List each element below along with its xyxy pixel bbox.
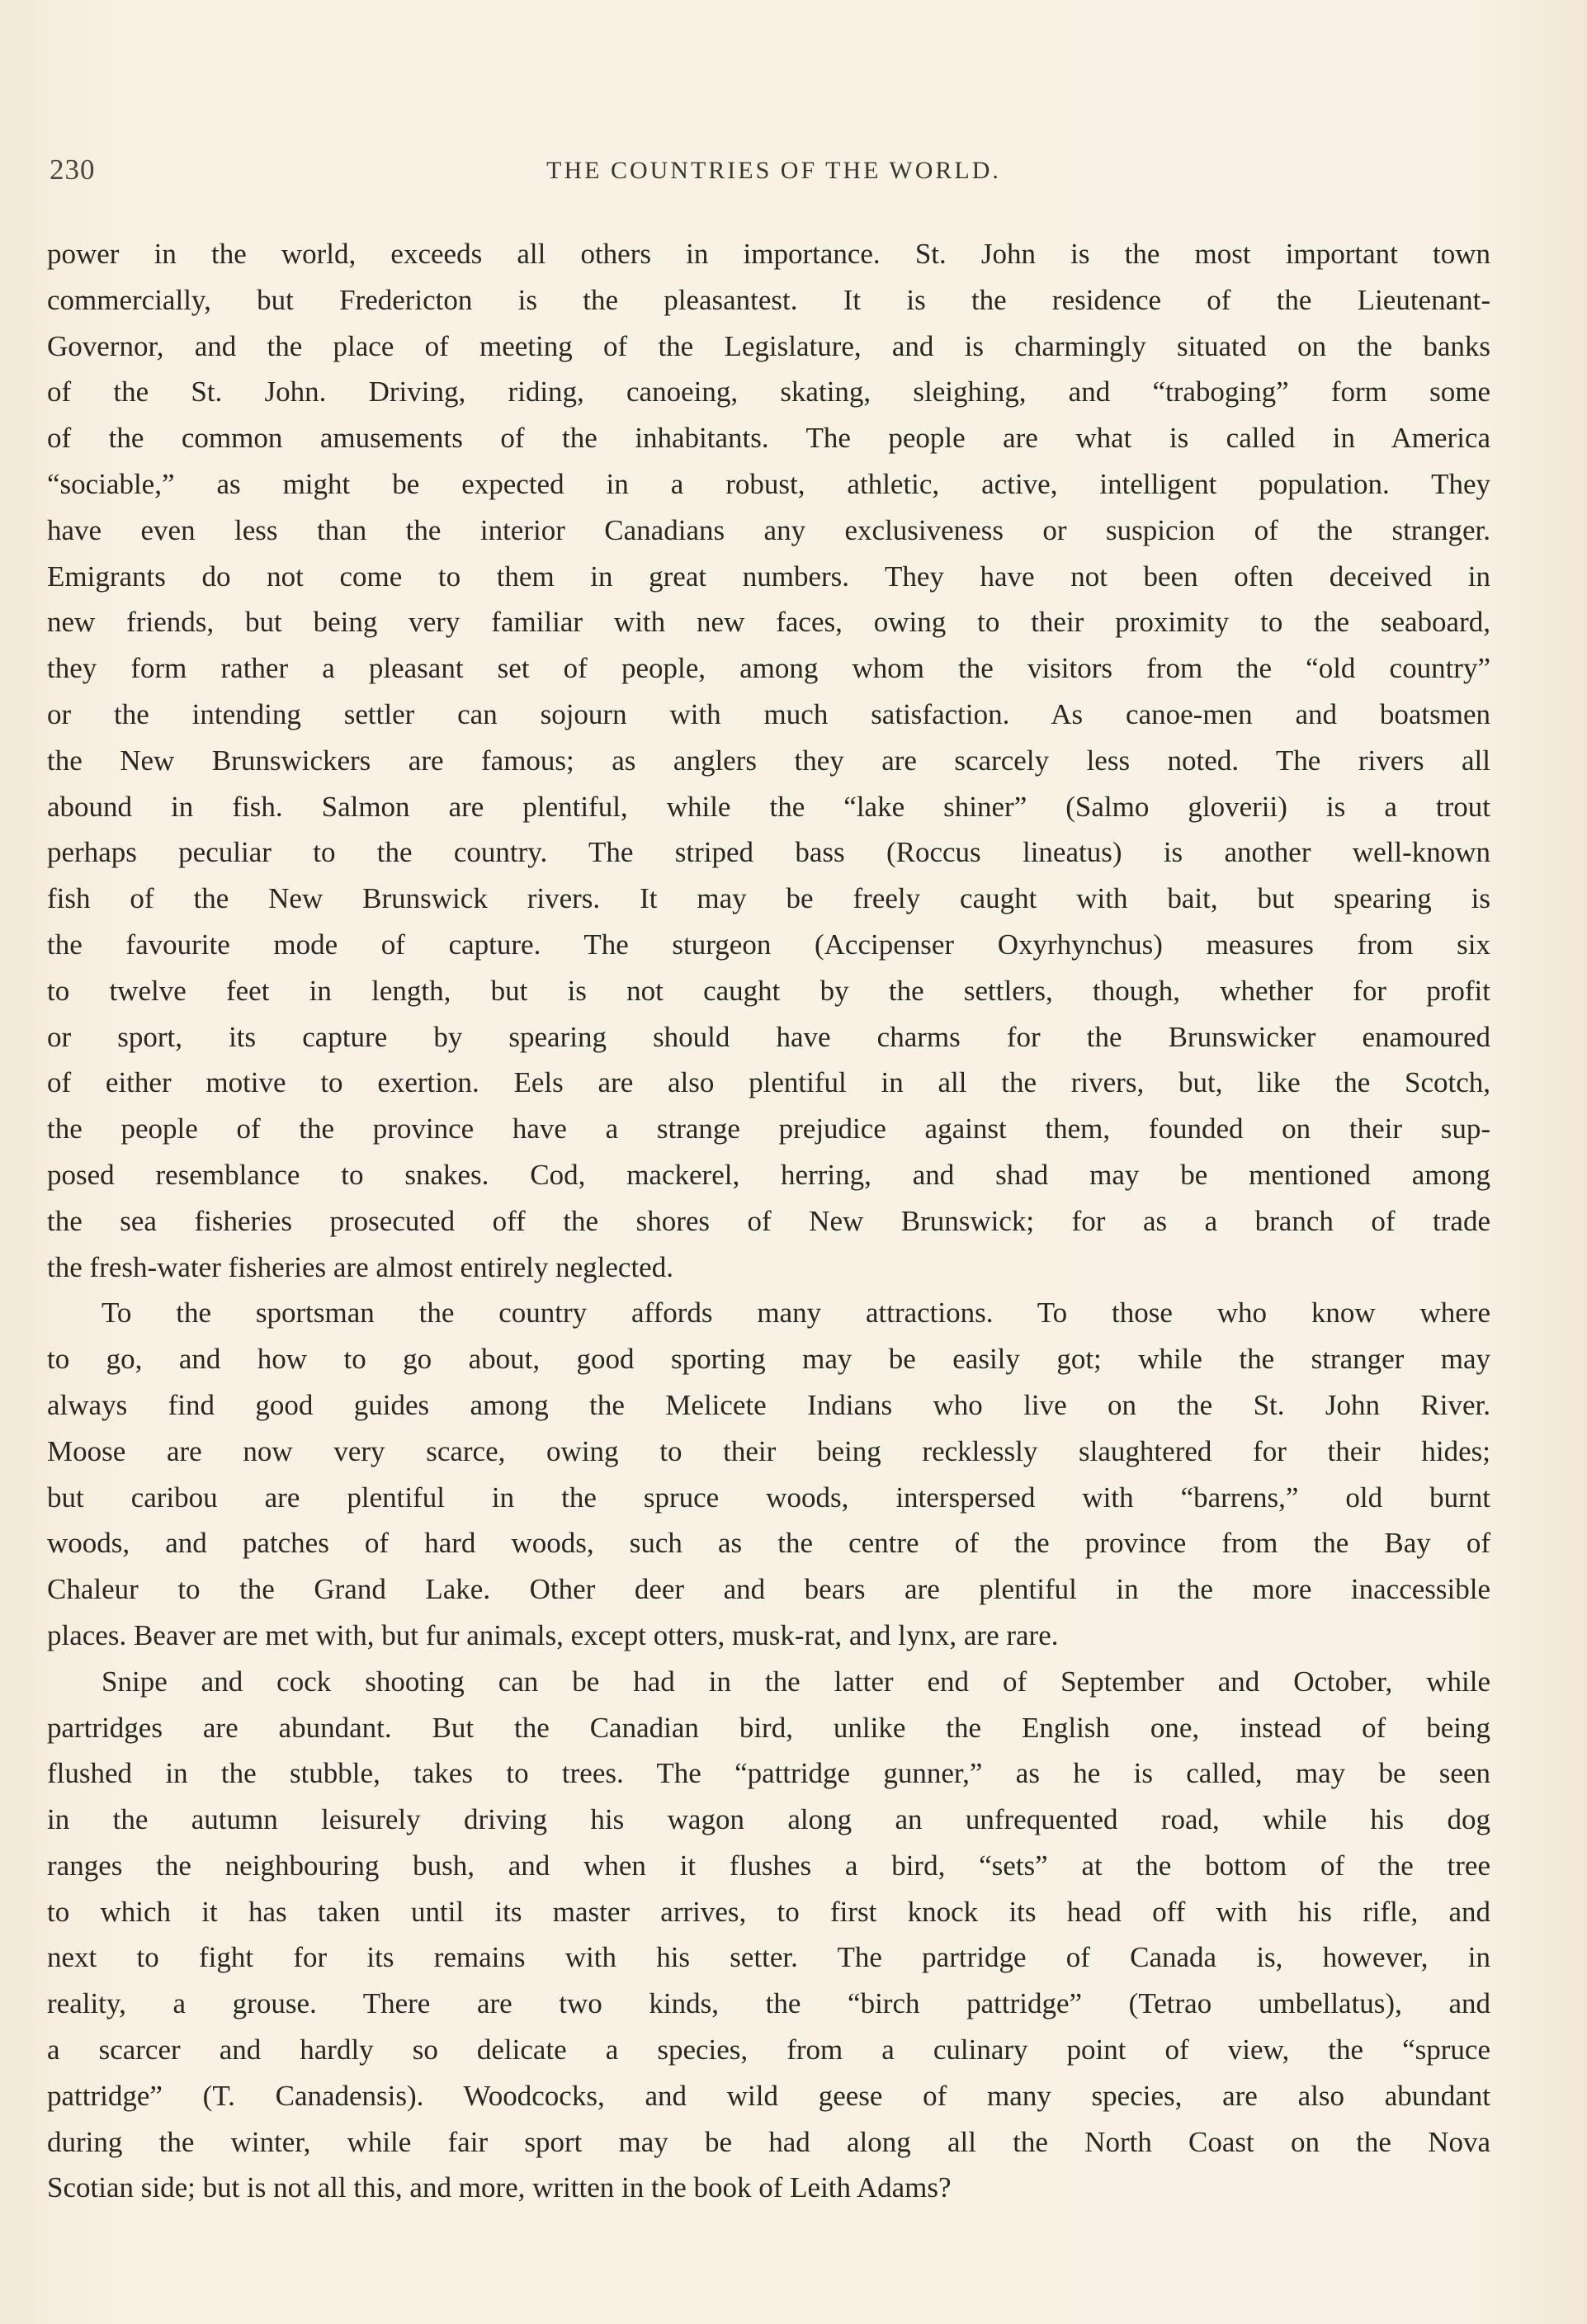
- text-line: Scotian side; but is not all this, and more, written in the book of Leith Adams?: [47, 2171, 952, 2204]
- body-text: [47, 231, 1490, 2211]
- text-line: in the autumn leisurely driving his wagon along an unfrequented road, while his dog: [47, 1803, 1490, 1836]
- text-line: woods, and patches of hard woods, such as the centre of the province from the Bay of: [47, 1527, 1490, 1560]
- text-line: or the intending settler can sojourn with much satisfaction. As canoe-men and boatsmen: [47, 697, 1490, 730]
- text-line: the people of the province have a strange prejudice against them, founded on their sup-: [47, 1112, 1490, 1145]
- text-line: of the common amusements of the inhabitants. The people are what is called in America: [47, 422, 1490, 455]
- text-line: Snipe and cock shooting can be had in the latter end of September and October, while: [102, 1665, 1490, 1698]
- text-line: the New Brunswickers are famous; as anglers they are scarcely less noted. The rivers all: [47, 744, 1490, 777]
- running-head: THE COUNTRIES OF THE WORLD.: [546, 157, 1001, 184]
- text-line: flushed in the stubble, takes to trees. The “pattridge gunner,” as he is called, may be seen: [47, 1757, 1490, 1790]
- page-header: [50, 154, 1498, 195]
- text-line: the sea fisheries prosecuted off the shores of New Brunswick; for as a branch of trade: [47, 1204, 1490, 1237]
- text-line: always find good guides among the Melicete Indians who live on the St. John River.: [47, 1388, 1490, 1421]
- text-line: fish of the New Brunswick rivers. It may be freely caught with bait, but spearing is: [47, 882, 1490, 915]
- text-line: “sociable,” as might be expected in a robust, athletic, active, intelligent population. They: [47, 467, 1490, 500]
- text-line: places. Beaver are met with, but fur animals, except otters, musk-rat, and lynx, are rare.: [47, 1618, 1059, 1651]
- text-line: the fresh-water fisheries are almost entirely neglected.: [47, 1250, 673, 1283]
- text-line: abound in fish. Salmon are plentiful, while the “lake shiner” (Salmo gloverii) is a trout: [47, 790, 1490, 823]
- page-number: 230: [50, 154, 96, 186]
- text-line: have even less than the interior Canadians any exclusiveness or suspicion of the stranger.: [47, 513, 1490, 546]
- text-line: reality, a grouse. There are two kinds, the “birch pattridge” (Tetrao umbellatus), and: [47, 1987, 1490, 2020]
- text-line: power in the world, exceeds all others in importance. St. John is the most important town: [47, 238, 1490, 270]
- text-line: during the winter, while fair sport may be had along all the North Coast on the Nova: [47, 2125, 1490, 2158]
- text-line: or sport, its capture by spearing should have charms for the Brunswicker enamoured: [47, 1020, 1490, 1053]
- text-line: to which it has taken until its master arrives, to first knock its head off with his rifle, and: [47, 1895, 1490, 1928]
- text-line: partridges are abundant. But the Canadian bird, unlike the English one, instead of being: [47, 1711, 1490, 1744]
- text-line: a scarcer and hardly so delicate a species, from a culinary point of view, the “spruce: [47, 2034, 1490, 2067]
- text-line: to go, and how to go about, good sporting may be easily got; while the stranger may: [47, 1343, 1490, 1376]
- text-line: commercially, but Fredericton is the pleasantest. It is the residence of the Lieutenant-: [47, 283, 1490, 316]
- text-line: posed resemblance to snakes. Cod, mackerel, herring, and shad may be mentioned among: [47, 1158, 1490, 1191]
- text-line: but caribou are plentiful in the spruce woods, interspersed with “barrens,” old burnt: [47, 1481, 1490, 1514]
- text-line: Chaleur to the Grand Lake. Other deer and bears are plentiful in the more inaccessible: [47, 1573, 1490, 1606]
- text-line: new friends, but being very familiar with new faces, owing to their proximity to the seaboard,: [47, 606, 1490, 639]
- text-line: of either motive to exertion. Eels are also plentiful in all the rivers, but, like the Scotch,: [47, 1066, 1490, 1099]
- text-line: Moose are now very scarce, owing to their being recklessly slaughtered for their hides;: [47, 1434, 1490, 1467]
- text-line: of the St. John. Driving, riding, canoeing, skating, sleighing, and “traboging” form some: [47, 376, 1490, 409]
- text-line: ranges the neighbouring bush, and when it flushes a bird, “sets” at the bottom of the tree: [47, 1849, 1490, 1882]
- text-line: pattridge” (T. Canadensis). Woodcocks, and wild geese of many species, are also abundant: [47, 2079, 1490, 2112]
- text-line: next to fight for its remains with his setter. The partridge of Canada is, however, in: [47, 1941, 1490, 1974]
- text-line: perhaps peculiar to the country. The striped bass (Roccus lineatus) is another well-known: [47, 836, 1490, 869]
- text-line: the favourite mode of capture. The sturgeon (Accipenser Oxyrhynchus) measures from six: [47, 928, 1490, 961]
- text-line: Emigrants do not come to them in great numbers. They have not been often deceived in: [47, 560, 1490, 593]
- text-line: Governor, and the place of meeting of the Legislature, and is charmingly situated on the banks: [47, 329, 1490, 362]
- text-line: To the sportsman the country affords many attractions. To those who know where: [102, 1297, 1490, 1330]
- text-line: they form rather a pleasant set of people, among whom the visitors from the “old country”: [47, 652, 1490, 685]
- text-line: to twelve feet in length, but is not caught by the settlers, though, whether for profit: [47, 974, 1490, 1007]
